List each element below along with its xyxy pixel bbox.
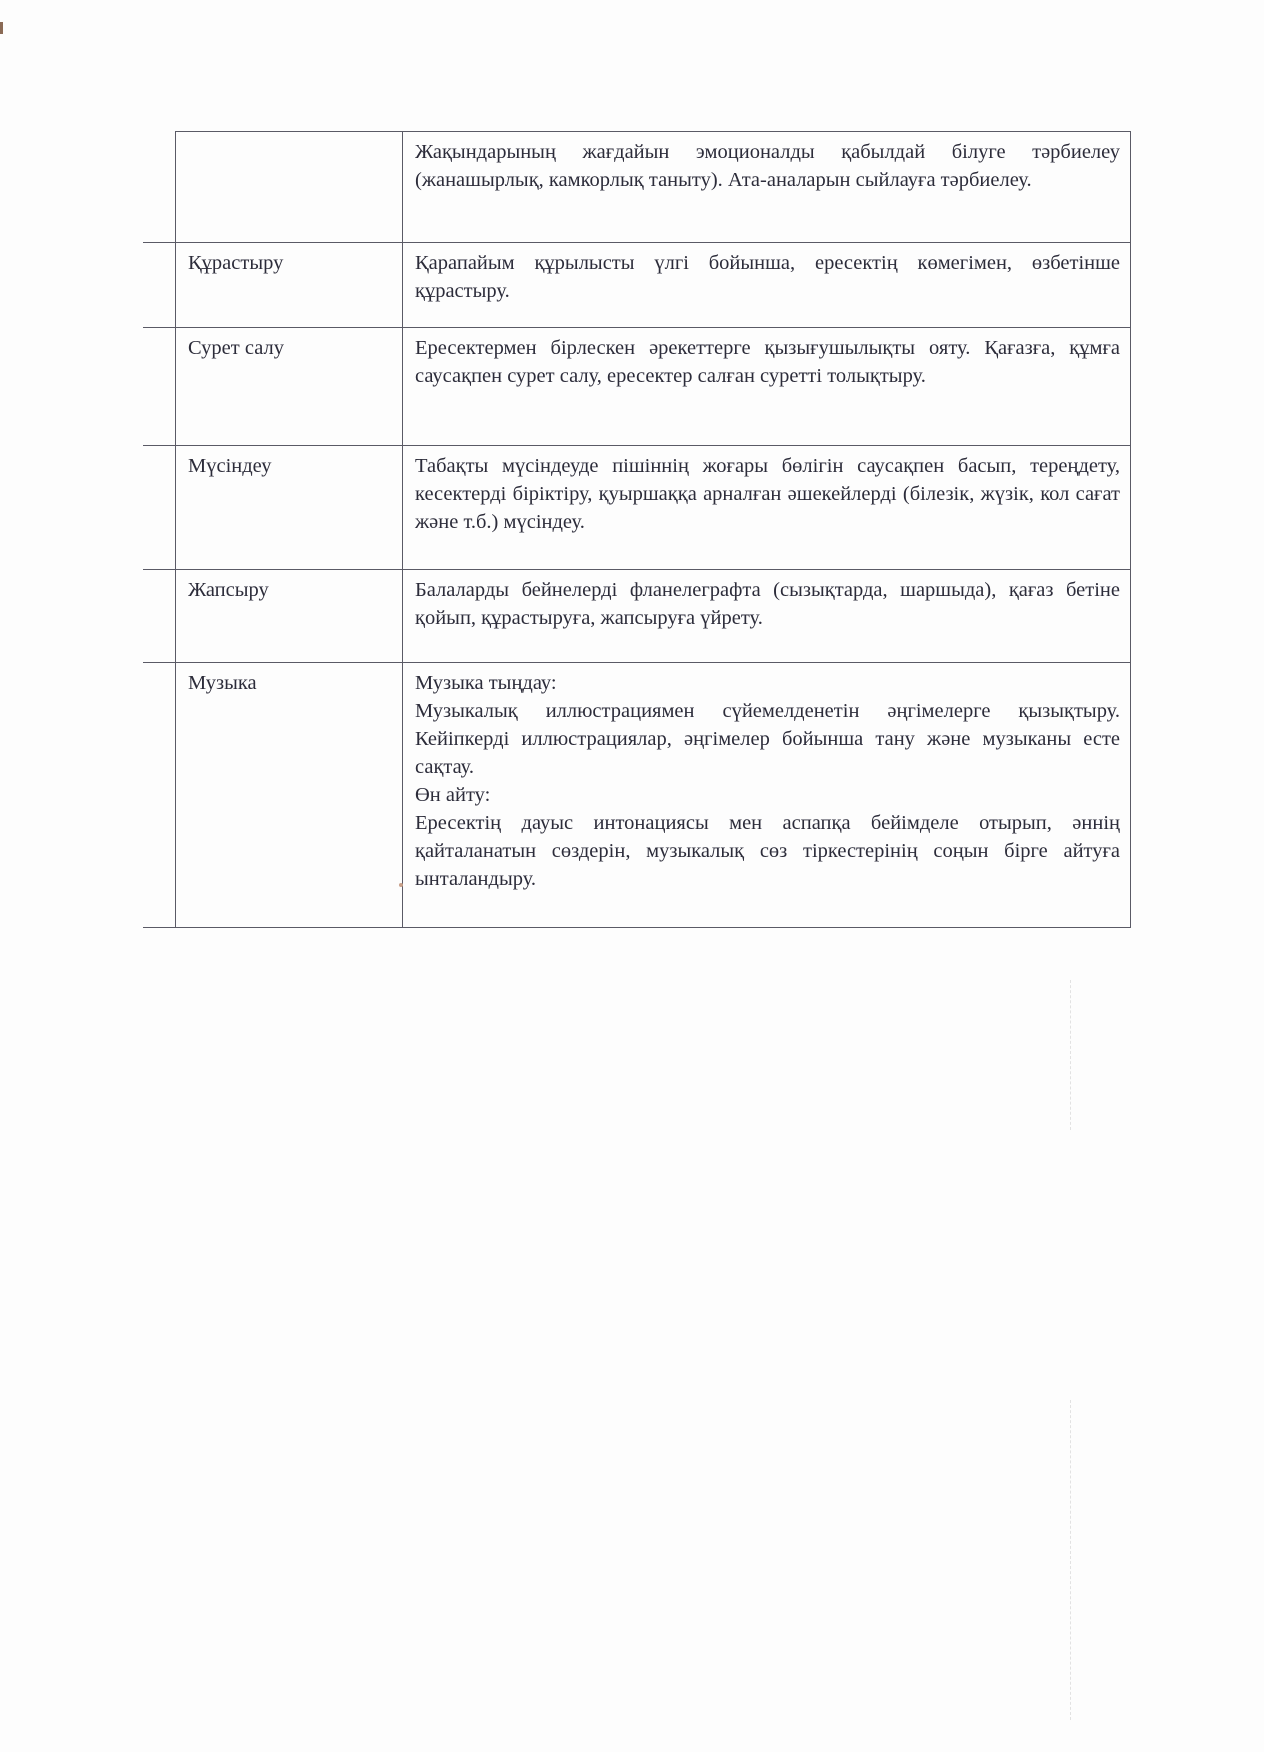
content-text: Қарапайым құрылысты үлгі бойынша, ересектің көмегімен, өзбетінше құрастыру. [415, 252, 1120, 302]
content-text: Балаларды бейнелерді фланелеграфта (сызықтарда, шаршыда), қағаз бетіне қойып, құрастыруға, жапсыруға үйрету. [415, 579, 1120, 629]
table-row [143, 243, 1131, 328]
subject-cell: Құрастыру [176, 243, 403, 328]
index-cell [143, 132, 176, 243]
content-cell [403, 446, 1131, 570]
section-heading: Музыка тыңдау: [415, 672, 557, 694]
subject-cell: Жапсыру [176, 570, 403, 663]
subject-cell: Мүсіндеу [176, 446, 403, 570]
index-cell [143, 570, 176, 663]
content-cell [403, 132, 1131, 243]
index-cell [143, 328, 176, 446]
table-row [143, 570, 1131, 663]
subject-cell: Музыка [176, 663, 403, 928]
section-heading: Өн айту: [415, 784, 491, 806]
content-text: Табақты мүсіндеуде пішіннің жоғары бөлігін саусақпен басып, тереңдету, кесектерді біріктіру, қуыршаққа арналған әшекейлерді (білезік, жүзік, кол сағат және т.б.) мүсіндеу. [415, 455, 1120, 533]
scan-speck [399, 883, 403, 887]
subject-cell [176, 132, 403, 243]
table-row [143, 663, 1131, 928]
curriculum-table [143, 131, 1131, 928]
content-text: Жақындарының жағдайын эмоционалды қабылдай білуге тәрбиелеу (жанашырлық, камкорлық таныту). Ата-аналарын сыйлауға тәрбиелеу. [415, 141, 1120, 191]
section-text: Ересектің дауыс интонациясы мен аспапқа бейімделе отырып, әннің қайталанатын сөздерін, музыкалық сөз тіркестерінің соңын бірге айтуға ынталандыру. [415, 812, 1120, 890]
index-cell [143, 446, 176, 570]
table-row [143, 132, 1131, 243]
index-cell [143, 663, 176, 928]
table-row [143, 328, 1131, 446]
content-cell [403, 328, 1131, 446]
scan-artifact [1070, 980, 1131, 1130]
content-cell [403, 570, 1131, 663]
section-text: Музыкалық иллюстрациямен сүйемелденетін әңгімелерге қызықтыру. Кейіпкерді иллюстрациялар, әңгімелер бойынша тану және музыканы есте сақтау. [415, 700, 1120, 778]
content-text: Ересектермен бірлескен әрекеттерге қызығушылықты ояту. Қағазға, құмға саусақпен сурет салу, ересектер салған суретті толықтыру. [415, 337, 1120, 387]
scan-artifact [1070, 1400, 1131, 1720]
table-row [143, 446, 1131, 570]
content-cell [403, 663, 1131, 928]
content-cell [403, 243, 1131, 328]
subject-cell: Сурет салу [176, 328, 403, 446]
scan-mark [0, 22, 3, 34]
index-cell [143, 243, 176, 328]
